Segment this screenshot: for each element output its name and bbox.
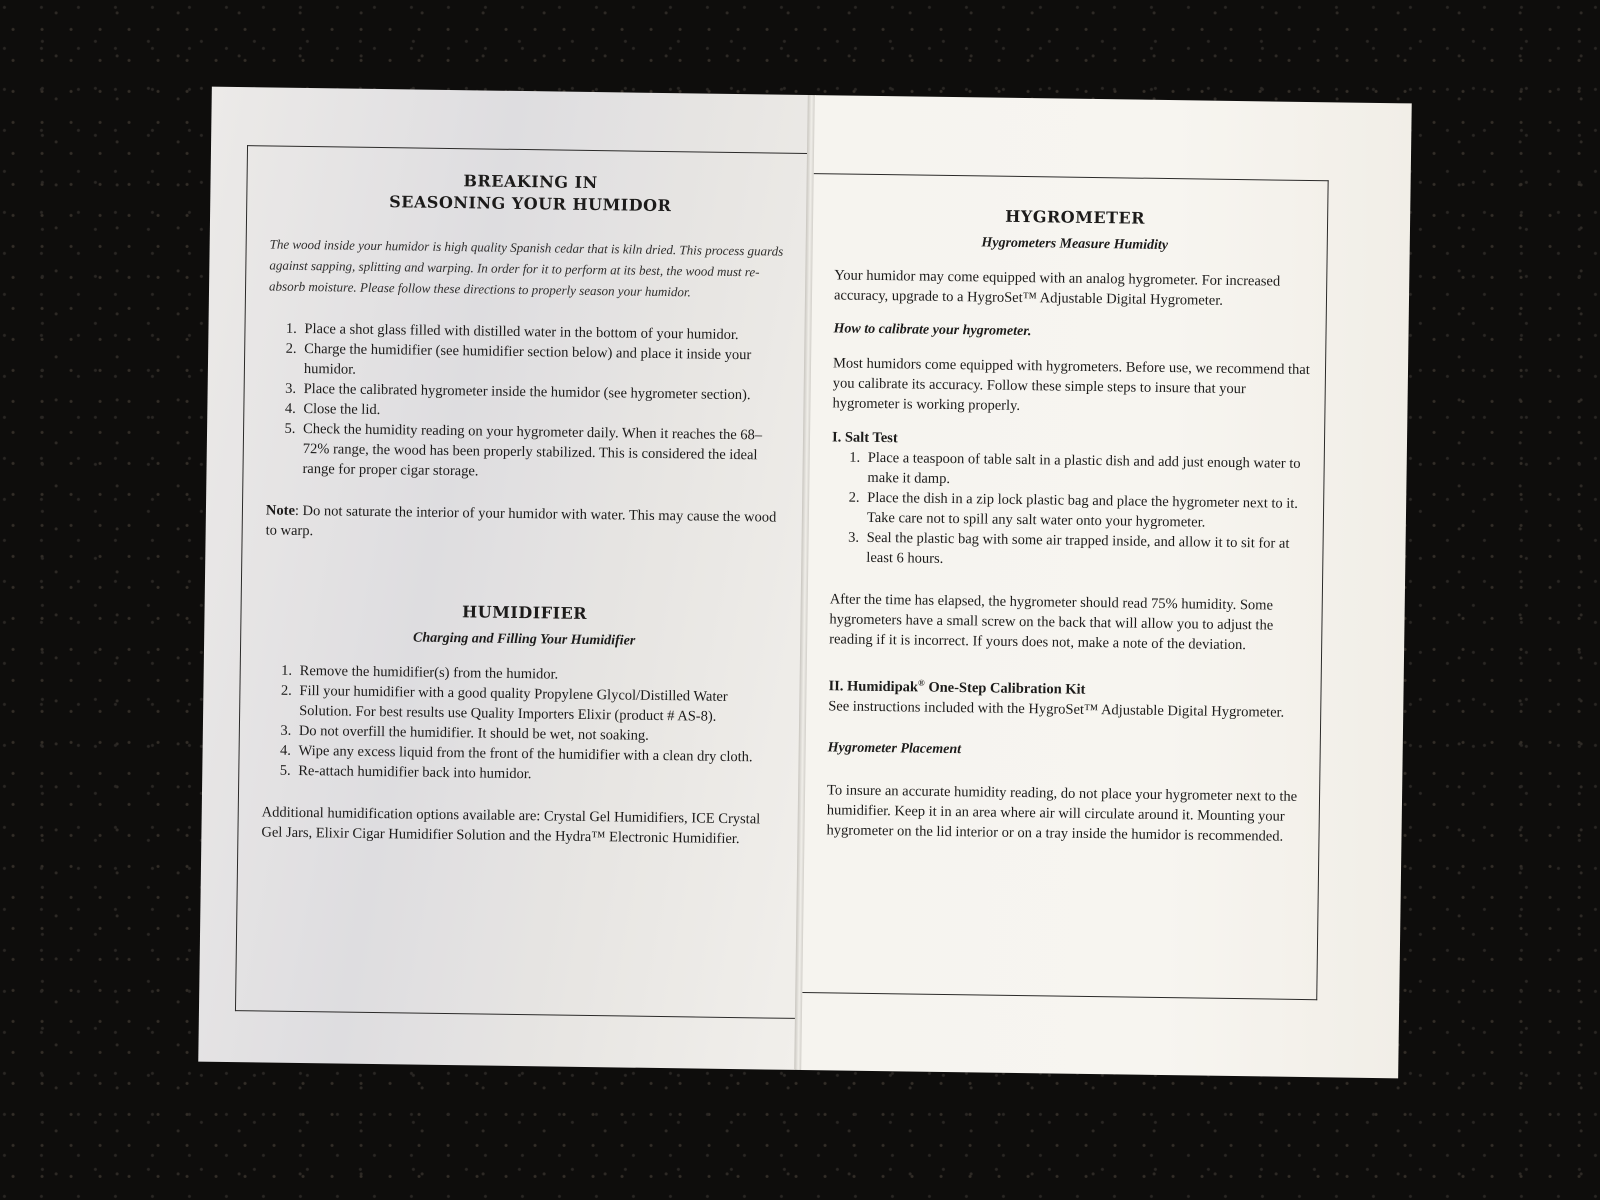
calibrate-label: How to calibrate your hygrometer. bbox=[833, 321, 1032, 340]
list-item: 5. Re-attach humidifier back into humidor. bbox=[294, 761, 782, 788]
placement-text: To insure an accurate humidity reading, do not place your hygrometer next to the humidifier. Keep it in an area where air will circulate around it. Mounting your hygrometer on the lid interior or on a tray inside the humidor is recommended. bbox=[826, 782, 1298, 845]
humidifier-steps bbox=[262, 660, 784, 787]
list-item: 2. Place the dish in a zip lock plastic bag and place the hygrometer next to it. Take care not to spill any salt water onto your hygrometer. bbox=[863, 488, 1312, 534]
list-item: 1. Place a teaspoon of table salt in a plastic dish and add just enough water to make it damp. bbox=[863, 448, 1312, 494]
list-item: 4. Close the lid. bbox=[299, 399, 787, 426]
after-text: After the time has elapsed, the hygrometer should read 75% humidity. Some hygrometers have a small screw on the back that will allow you to adjust the reading if it is incorrect. If yours does not, make a note of the deviation. bbox=[829, 591, 1274, 654]
humidifier-additional: Additional humidification options available are: Crystal Gel Humidifiers, ICE Crystal Gel Jars, Elixir Cigar Humidifier Solution and the Hydra™ Electronic Humidifier. bbox=[261, 804, 761, 848]
open-booklet bbox=[198, 87, 1411, 1079]
list-item: 2. Fill your humidifier with a good quality Propylene Glycol/Distilled Water Solution. For best results use Quality Importers Elixir (product # AS-8). bbox=[295, 681, 784, 728]
list-item: 3. Do not overfill the humidifier. It should be wet, not soaking. bbox=[295, 721, 783, 748]
hygrometer-subtitle: Hygrometers Measure Humidity bbox=[981, 235, 1169, 254]
list-item: 2. Charge the humidifier (see humidifier section below) and place it inside your humidor. bbox=[300, 339, 789, 386]
list-item: 4. Wipe any excess liquid from the front of the humidifier with a clean dry cloth. bbox=[294, 741, 782, 768]
placement-label: Hygrometer Placement bbox=[827, 740, 962, 758]
right-page-content bbox=[826, 203, 1315, 846]
list-item: 1. Remove the humidifier(s) from the humidor. bbox=[296, 661, 784, 688]
humidifier-title: HUMIDIFIER bbox=[461, 602, 588, 623]
list-item: 3. Seal the plastic bag with some air trapped inside, and allow it to sit for at least 6 hours. bbox=[862, 528, 1311, 574]
breaking-in-intro: The wood inside your humidor is high quality Spanish cedar that is kiln dried. This process guards against sapping, splitting and warping. In order for it to perform at its best, the wood must re-absorb moisture. Please follow these directions to properly season your humidor. bbox=[268, 236, 784, 300]
breaking-in-title-line1: BREAKING IN bbox=[463, 171, 598, 193]
salt-test-label: I. Salt Test bbox=[831, 429, 898, 447]
list-item: 5. Check the humidity reading on your hygrometer daily. When it reaches the 68–72% range, the wood has been properly stabilized. This is considered the ideal range for proper cigar storage. bbox=[298, 419, 787, 486]
registered-mark: ® bbox=[918, 677, 925, 688]
left-page-content bbox=[261, 168, 790, 850]
list-item: 1. Place a shot glass filled with distilled water in the bottom of your humidor. bbox=[300, 319, 788, 346]
hygrometer-title: HYGROMETER bbox=[1005, 206, 1146, 228]
left-page bbox=[198, 87, 809, 1070]
right-page bbox=[801, 95, 1412, 1078]
humidipak-label-a: II. Humidipak bbox=[828, 678, 919, 696]
breaking-in-title-line2: SEASONING YOUR HUMIDOR bbox=[389, 192, 672, 216]
calibrate-text: Most humidors come equipped with hygrometers. Before use, we recommend that you calibrate its accuracy. Follow these simple steps to insure that your hygrometer is working properly. bbox=[832, 355, 1310, 414]
list-item: 3. Place the calibrated hygrometer inside the humidor (see hygrometer section). bbox=[300, 379, 788, 406]
salt-test-steps bbox=[830, 447, 1312, 574]
hygrometer-intro: Your humidor may come equipped with an analog hygrometer. For increased accuracy, upgrade to a HygroSet™ Adjustable Digital Hygrometer. bbox=[833, 267, 1281, 309]
breaking-in-steps bbox=[266, 318, 788, 485]
humidifier-subtitle: Charging and Filling Your Humidifier bbox=[412, 630, 636, 649]
note-label: Note bbox=[265, 502, 296, 519]
note-text: : Do not saturate the interior of your humidor with water. This may cause the wood to warp. bbox=[265, 502, 777, 540]
humidipak-text: See instructions included with the HygroSet™ Adjustable Digital Hygrometer. bbox=[828, 698, 1285, 721]
humidipak-label-b: One-Step Calibration Kit bbox=[924, 679, 1086, 698]
